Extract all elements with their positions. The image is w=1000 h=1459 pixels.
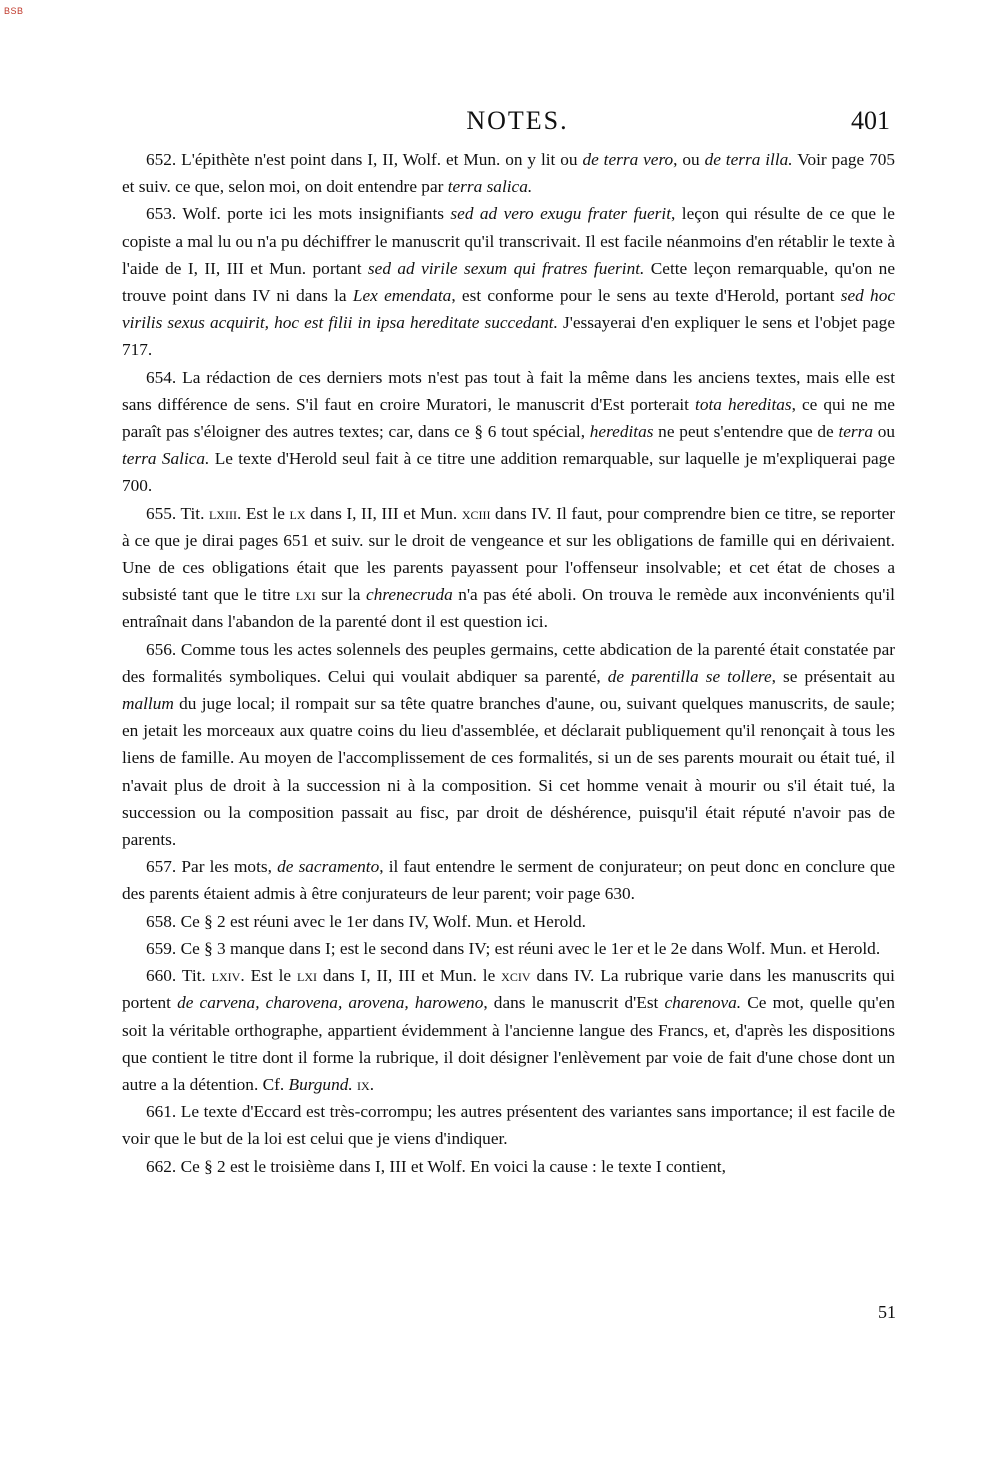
note-text: de terra illa. xyxy=(704,150,793,169)
note-paragraph xyxy=(122,908,895,935)
note-text: Voir page 705 et suiv. ce que, selon moi, on doit entendre par xyxy=(122,150,895,197)
note-text: de parentilla se tollere xyxy=(607,666,772,686)
signature-mark: 51 xyxy=(878,1302,896,1322)
note-text: lx xyxy=(289,503,306,523)
note-text: ix xyxy=(357,1074,370,1094)
note-paragraph xyxy=(122,500,895,636)
running-title: NOTES. xyxy=(466,106,569,135)
note-paragraph xyxy=(122,636,895,854)
note-text: Wolf. porte ici les mots insignifiants xyxy=(182,204,451,224)
note-text: , se présentait au xyxy=(771,666,895,686)
note-text: J'essayerai d'en expliquer le sens et l'objet page 717. xyxy=(122,313,895,360)
note-number: 658. xyxy=(146,911,177,931)
note-text: de carvena, charovena, arovena, haroweno xyxy=(177,993,484,1013)
note-text: . xyxy=(369,1074,375,1094)
note-number: 655. xyxy=(146,503,177,523)
library-stamp: BSB xyxy=(4,6,24,16)
note-paragraph xyxy=(122,1153,895,1180)
page-header xyxy=(140,106,895,140)
note-text: Ce mot, quelle qu'en soit la véritable orthographe, appartient évidemment à l'ancienne langue des Francs, et, d'après les dispositions que contient le titre dont il forme la rubrique, il doit désigner l'enlèvement par voie de fait d'une chose dont un autre a la détention. Cf. xyxy=(122,993,895,1094)
note-text: sed ad virile sexum qui fratres fuerint. xyxy=(367,258,645,278)
note-text: dans IV. La rubrique varie dans les manuscrits qui portent xyxy=(122,966,895,1013)
note-number: 657. xyxy=(146,857,177,877)
note-number: 652. xyxy=(146,150,177,169)
note-text: , est conforme pour le sens au texte d'Herold, portant xyxy=(451,286,841,306)
note-paragraph xyxy=(122,200,895,363)
note-text: Lex emendata xyxy=(352,286,452,306)
note-text: terra Salica. xyxy=(122,449,210,469)
note-paragraph xyxy=(122,1098,895,1152)
note-text: tota hereditas xyxy=(695,394,792,414)
note-text: , dans le manuscrit d'Est xyxy=(483,993,665,1013)
note-text: La rédaction de ces derniers mots n'est pas tout à fait la même dans les anciens textes, mais elle est sans différence de sens. S'il faut en croire Muratori, le manuscrit d'Est porterait xyxy=(122,367,896,414)
note-text: dans IV. Il faut, pour comprendre bien ce titre, se reporter à ce que je dirai pages 651 et suiv. sur le droit de vengeance et sur les obligations de famille qui en dérivaient. Une de ces obligations était que les parents payassent pour l'offenseur insolvable; et cet état de choses a subsisté tant que le titre xyxy=(122,503,896,605)
note-number: 661. xyxy=(146,1102,177,1122)
note-text: Tit. xyxy=(181,966,212,986)
note-text: Le texte d'Herold seul fait à ce titre une addition remarquable, sur laquelle je m'expliquerai page 700. xyxy=(122,449,895,496)
note-text: Par les mots, xyxy=(181,857,278,877)
note-text: terra xyxy=(838,422,873,442)
note-text: , ce qui ne me paraît pas s'éloigner des autres textes; car, dans ce § 6 tout spécial, xyxy=(122,394,895,442)
note-text: mallum xyxy=(122,694,174,714)
note-text: ou xyxy=(873,422,895,442)
note-paragraph xyxy=(122,146,895,200)
note-text: terra salica. xyxy=(447,177,533,197)
note-text: de terra vero xyxy=(582,150,674,169)
page-number: 401 xyxy=(851,106,890,135)
note-number: 660. xyxy=(146,966,177,986)
note-text: sed ad vero exugu frater fuerit xyxy=(450,204,672,224)
note-text: lxi xyxy=(295,585,316,605)
note-text: lxiii xyxy=(208,503,237,523)
note-text: . Est le xyxy=(240,966,297,986)
note-text: du juge local; il rompait sur sa tête quatre branches d'aune, ou, suivant quelques manuscrits, de saule; en jetait les morceaux aux quatre coins du lieu d'assemblée, et déclarait publiquement qu'il renonçait à tous les liens de famille. Au moyen de l'accomplissement de ces formalités, si un de ses parents mourait ou était tué, il n'avait plus de droit à la succession ni à la composition. Si cet homme venait à mourir ou s'il était tué, la succession ou la composition passait au fisc, par droit de déshérence, puisqu'il était réputé n'avoir pas de parents. xyxy=(122,694,895,850)
note-text: Ce § 2 est réuni avec le 1er dans IV, Wolf. Mun. et Herold. xyxy=(180,911,586,931)
note-number: 654. xyxy=(146,367,177,387)
note-text: sur la xyxy=(315,585,367,605)
note-text: xciii xyxy=(461,503,491,523)
note-number: 662. xyxy=(146,1156,177,1176)
note-text: lxi xyxy=(297,966,317,986)
note-text: , ou xyxy=(673,150,705,169)
note-text: ne peut s'entendre que de xyxy=(653,422,839,442)
note-text: Ce § 2 est le troisième dans I, III et Wolf. En voici la cause : le texte I contient, xyxy=(180,1156,726,1176)
note-number: 656. xyxy=(146,639,177,659)
note-text: chrenecruda xyxy=(366,585,453,605)
note-text: Cette leçon remarquable, qu'on ne trouve point dans IV ni dans la xyxy=(122,258,895,306)
note-text: , leçon qui résulte de ce que le copiste a mal lu ou n'a pu déchiffrer le manuscrit qu'il transcrivait. Il est facile néanmoins d'en rétablir le texte à l'aide de I, II, III et Mun. portant xyxy=(122,204,895,278)
note-text: L'épithète n'est point dans I, II, Wolf. et Mun. on y lit ou xyxy=(181,150,583,169)
note-text: n'a pas été aboli. On trouva le remède aux inconvénients qu'il entraînait dans l'abandon de la parenté dont il est question ici. xyxy=(122,585,895,632)
note-text: dans I, II, III et Mun. xyxy=(305,503,462,523)
note-paragraph xyxy=(122,962,895,1098)
note-text: Ce § 3 manque dans I; est le second dans IV; est réuni avec le 1er et le 2e dans Wolf. Mun. et Herold. xyxy=(180,938,881,958)
note-text: Le texte d'Eccard est très-corrompu; les autres présentent des variantes sans importance; il est facile de voir que le but de la loi est celui que je viens d'indiquer. xyxy=(122,1102,895,1149)
note-text: lxiv xyxy=(211,966,241,986)
note-text: hereditas xyxy=(589,422,654,442)
note-text: de sacramento xyxy=(277,857,380,877)
note-text: xciv xyxy=(501,966,531,986)
note-text: charenova. xyxy=(664,993,742,1013)
note-text: , il faut entendre le serment de conjurateur; on peut donc en conclure que des parents étaient admis à être conjurateurs de leur parent; voir page 630. xyxy=(122,857,896,904)
note-number: 659. xyxy=(146,938,177,958)
note-text: sed hoc virilis sexus acquirit, hoc est filii in ipsa hereditate succedant. xyxy=(122,286,896,333)
note-paragraph xyxy=(122,364,895,500)
note-text: Tit. xyxy=(180,503,209,523)
note-text: dans I, II, III et Mun. le xyxy=(317,966,502,986)
note-paragraph xyxy=(122,853,895,907)
note-text: Burgund. xyxy=(288,1074,353,1094)
note-paragraph xyxy=(122,935,895,962)
notes-body xyxy=(122,146,895,1180)
note-text: . Est le xyxy=(236,503,290,523)
note-text: Comme tous les actes solennels des peuples germains, cette abdication de la parenté était constatée par des formalités symboliques. Celui qui voulait abdiquer sa parenté, xyxy=(122,639,895,686)
note-number: 653. xyxy=(146,204,177,224)
